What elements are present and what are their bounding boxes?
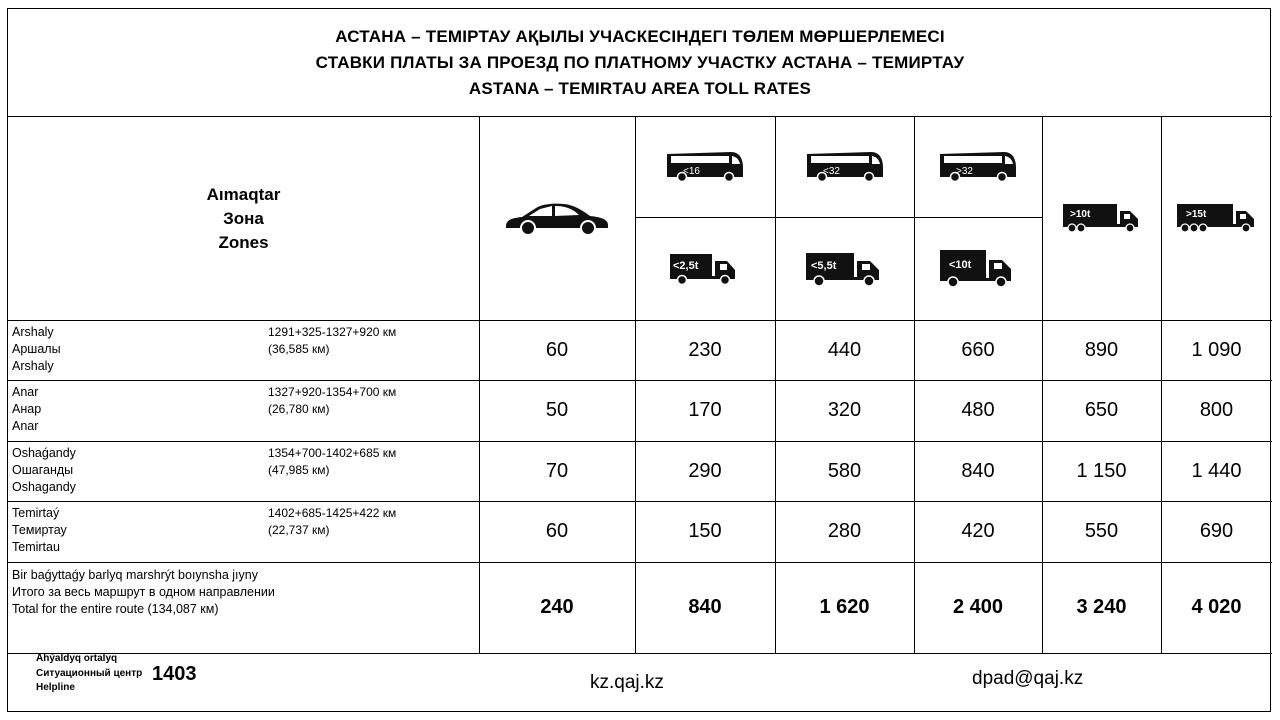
rate-class4: 420 — [961, 520, 995, 542]
truck-badge-10t: <10t — [949, 258, 972, 271]
rate-class2: 170 — [688, 399, 722, 421]
zone-name-kz: Anar — [12, 385, 39, 399]
helpline-number[interactable]: 1403 — [152, 663, 197, 685]
rate-class2: 150 — [688, 520, 722, 542]
zone-name-ru: Темиртау — [12, 523, 67, 537]
rate-class3: 320 — [827, 399, 862, 421]
zone-name-en: Anar — [12, 419, 39, 433]
zone-name-kz: Arshaly — [12, 325, 54, 339]
rate-car: 70 — [545, 459, 569, 482]
total-class6: 4 020 — [1191, 596, 1242, 618]
zone-range — [268, 505, 396, 539]
rate-class6: 800 — [1199, 399, 1234, 421]
rate-class5: 890 — [1084, 338, 1119, 361]
rate-car: 60 — [545, 520, 569, 542]
bus-badge-over-32: >32 — [956, 166, 973, 177]
total-car: 240 — [540, 596, 574, 618]
helpline-label-kz: Ahýaldyq ortalyq — [36, 653, 118, 664]
total-label-kz: Bir baǵyttaǵy barlyq marshrýt boıynsha jıyny — [12, 568, 258, 582]
zone-name-en: Oshagandy — [12, 480, 76, 494]
total-label — [12, 567, 275, 618]
bus-icon — [914, 117, 1042, 217]
toll-rates-table — [7, 8, 1271, 712]
rate-class4: 840 — [961, 459, 995, 482]
zone-km: 1354+700-1402+685 км — [268, 446, 397, 460]
zone-km: 1291+325-1327+920 км — [268, 325, 397, 339]
rate-class3: 440 — [827, 338, 862, 361]
website-link[interactable]: kz.qaj.kz — [590, 672, 664, 693]
zone-name-ru: Аршалы — [12, 342, 61, 356]
total-class2: 840 — [688, 596, 722, 618]
bus-badge-32: <32 — [822, 166, 840, 177]
rate-class6: 1 440 — [1191, 459, 1242, 482]
truck-icon — [1042, 117, 1161, 321]
total-label-ru: Итого за весь маршрут в одном направлении — [12, 585, 275, 599]
helpline-label-ru: Ситуационный центр — [36, 667, 143, 679]
zone-km: 1402+685-1425+422 км — [268, 506, 397, 520]
title-ru: СТАВКИ ПЛАТЫ ЗА ПРОЕЗД ПО ПЛАТНОМУ УЧАСТКУ АСТАНА – ТЕМИРТАУ — [315, 52, 965, 72]
zone-distance: (26,780 км) — [268, 402, 330, 416]
truck-badge-over-15t: >15t — [1185, 209, 1206, 220]
zone-name — [12, 384, 41, 435]
rate-class2: 230 — [688, 338, 722, 361]
rate-class4: 480 — [961, 399, 995, 421]
truck-badge-5-5t: <5,5t — [810, 259, 836, 272]
truck-icon — [914, 217, 1042, 320]
zone-name — [12, 505, 67, 556]
truck-icon — [1161, 117, 1272, 321]
rate-class2: 290 — [688, 459, 722, 482]
zone-name-kz: Temirtaý — [12, 506, 60, 520]
rate-class5: 650 — [1084, 399, 1119, 421]
zone-name — [12, 324, 61, 375]
rate-class3: 580 — [827, 459, 862, 482]
zone-name-ru: Анар — [12, 402, 42, 416]
footer-divider — [8, 653, 1272, 654]
rate-class3: 280 — [827, 520, 862, 542]
zone-name — [12, 445, 76, 496]
zone-km: 1327+920-1354+700 км — [268, 385, 397, 399]
email-link[interactable]: dpad@qaj.kz — [972, 668, 1084, 689]
total-label-en: Total for the entire route (134,087 км) — [12, 602, 219, 616]
total-class3: 1 620 — [819, 596, 870, 618]
title-kz: АСТАНА – ТЕМІРТАУ АҚЫЛЫ УЧАСКЕСІНДЕГІ ТӨЛЕМ МӨРШЕРЛЕМЕСІ — [335, 26, 945, 46]
bus-badge-16: <16 — [683, 166, 700, 177]
zones-header — [8, 117, 479, 321]
truck-badge-over-10t: >10t — [1069, 209, 1090, 220]
truck-icon — [635, 217, 775, 320]
rate-car: 60 — [545, 338, 569, 361]
zone-range — [268, 384, 396, 418]
zones-label-ru: Зона — [223, 209, 264, 228]
rate-class5: 550 — [1084, 520, 1119, 542]
zone-name-kz: Oshaǵandy — [12, 446, 76, 460]
zone-distance: (47,985 км) — [268, 463, 330, 477]
zone-distance: (22,737 км) — [268, 523, 330, 537]
zones-label-kz: Aımaqtar — [206, 185, 281, 204]
total-class5: 3 240 — [1076, 596, 1127, 618]
zone-range — [268, 324, 396, 358]
total-class4: 2 400 — [952, 596, 1004, 618]
zone-name-en: Arshaly — [12, 359, 54, 373]
truck-badge-2-5t: <2,5t — [673, 259, 699, 272]
rate-car: 50 — [545, 399, 569, 421]
zone-name-ru: Ошаганды — [12, 463, 74, 477]
title-en: ASTANA – TEMIRTAU AREA TOLL RATES — [468, 78, 812, 98]
zone-name-en: Temirtau — [12, 540, 60, 554]
rate-class6: 690 — [1199, 520, 1234, 542]
rate-class6: 1 090 — [1191, 338, 1242, 361]
table-title — [8, 9, 1272, 117]
bus-icon — [635, 117, 775, 217]
truck-icon — [775, 217, 914, 320]
zone-range — [268, 445, 396, 479]
bus-icon — [775, 117, 914, 217]
helpline-label-en: Helpline — [36, 682, 75, 693]
rate-class5: 1 150 — [1076, 459, 1127, 482]
car-icon — [479, 117, 635, 321]
helpline-label — [36, 652, 142, 696]
rate-class4: 660 — [961, 338, 995, 361]
zones-label-en: Zones — [218, 233, 269, 252]
zone-distance: (36,585 км) — [268, 342, 330, 356]
